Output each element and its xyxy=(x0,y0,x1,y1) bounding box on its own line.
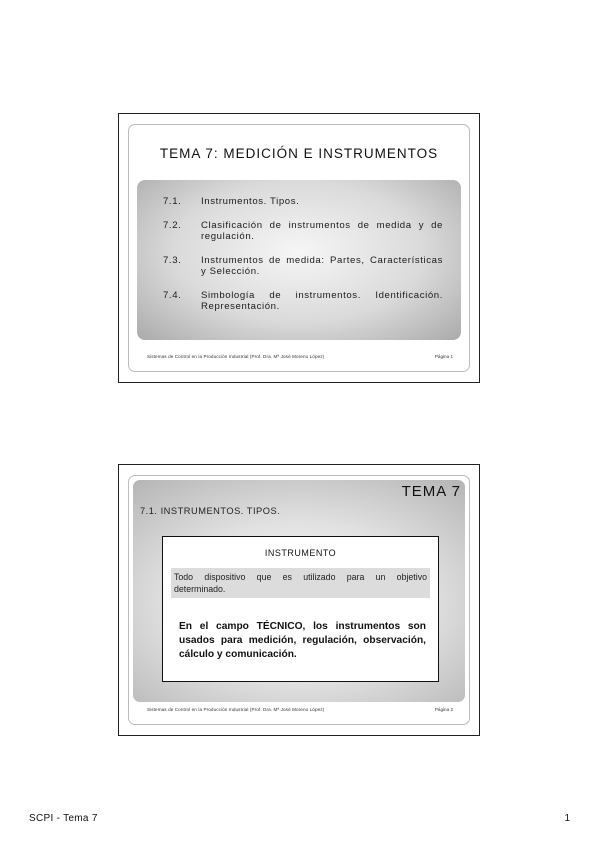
section-heading: 7.1. INSTRUMENTOS. TIPOS. xyxy=(140,506,281,516)
toc-item-number: 7.3. xyxy=(163,255,182,266)
technical-field-text xyxy=(179,620,426,662)
toc-item xyxy=(163,220,443,242)
slide-2-page-number: Página 2 xyxy=(434,707,453,712)
slide-2-frame xyxy=(118,464,480,736)
instrument-definition-box xyxy=(162,536,439,682)
document-footer-title: SCPI - Tema 7 xyxy=(29,813,98,824)
technical-field-line: usados para medición, regulación, observación, xyxy=(179,635,426,646)
toc-item-text: Instrumentos. Tipos. xyxy=(201,196,300,207)
instrument-heading: INSTRUMENTO xyxy=(264,548,337,558)
slide-1-footer: Sistemas de Control en la Producción Industrial (Prof. Dra. Mª José Moreno López) xyxy=(147,354,325,359)
toc-item xyxy=(163,196,443,207)
slide-2-footer: Sistemas de Control en la Producción Industrial (Prof. Dra. Mª José Moreno López) xyxy=(147,707,325,712)
toc-box xyxy=(137,180,461,340)
toc-item xyxy=(163,290,443,312)
definition-line: Todo dispositivo que es utilizado para un objetivo xyxy=(174,572,427,582)
technical-field-line: En el campo TÉCNICO, los instrumentos son xyxy=(179,621,426,632)
document-page-number: 1 xyxy=(564,813,570,824)
toc-item-number: 7.4. xyxy=(163,290,182,301)
definition-line: determinado. xyxy=(174,584,226,594)
definition-text xyxy=(171,568,430,598)
toc-item-text: Simbología de instrumentos. Identificación. Representación. xyxy=(201,290,443,312)
technical-field-line: cálculo y comunicación. xyxy=(179,649,297,660)
toc-item-text: Instrumentos de medida: Partes, Características y Selección. xyxy=(201,255,443,277)
toc-item-number: 7.2. xyxy=(163,220,182,231)
toc-list xyxy=(163,196,443,312)
slide-1-page-number: Página 1 xyxy=(434,354,453,359)
slide-1 xyxy=(128,124,470,372)
slide-1-frame xyxy=(118,113,480,383)
slide-2 xyxy=(128,475,470,725)
toc-item xyxy=(163,255,443,277)
slide-1-title: TEMA 7: MEDICIÓN E INSTRUMENTOS xyxy=(159,146,439,161)
toc-item-text: Clasificación de instrumentos de medida y de regulación. xyxy=(201,220,443,242)
tema-label: TEMA 7 xyxy=(401,483,461,500)
toc-item-number: 7.1. xyxy=(163,196,182,207)
